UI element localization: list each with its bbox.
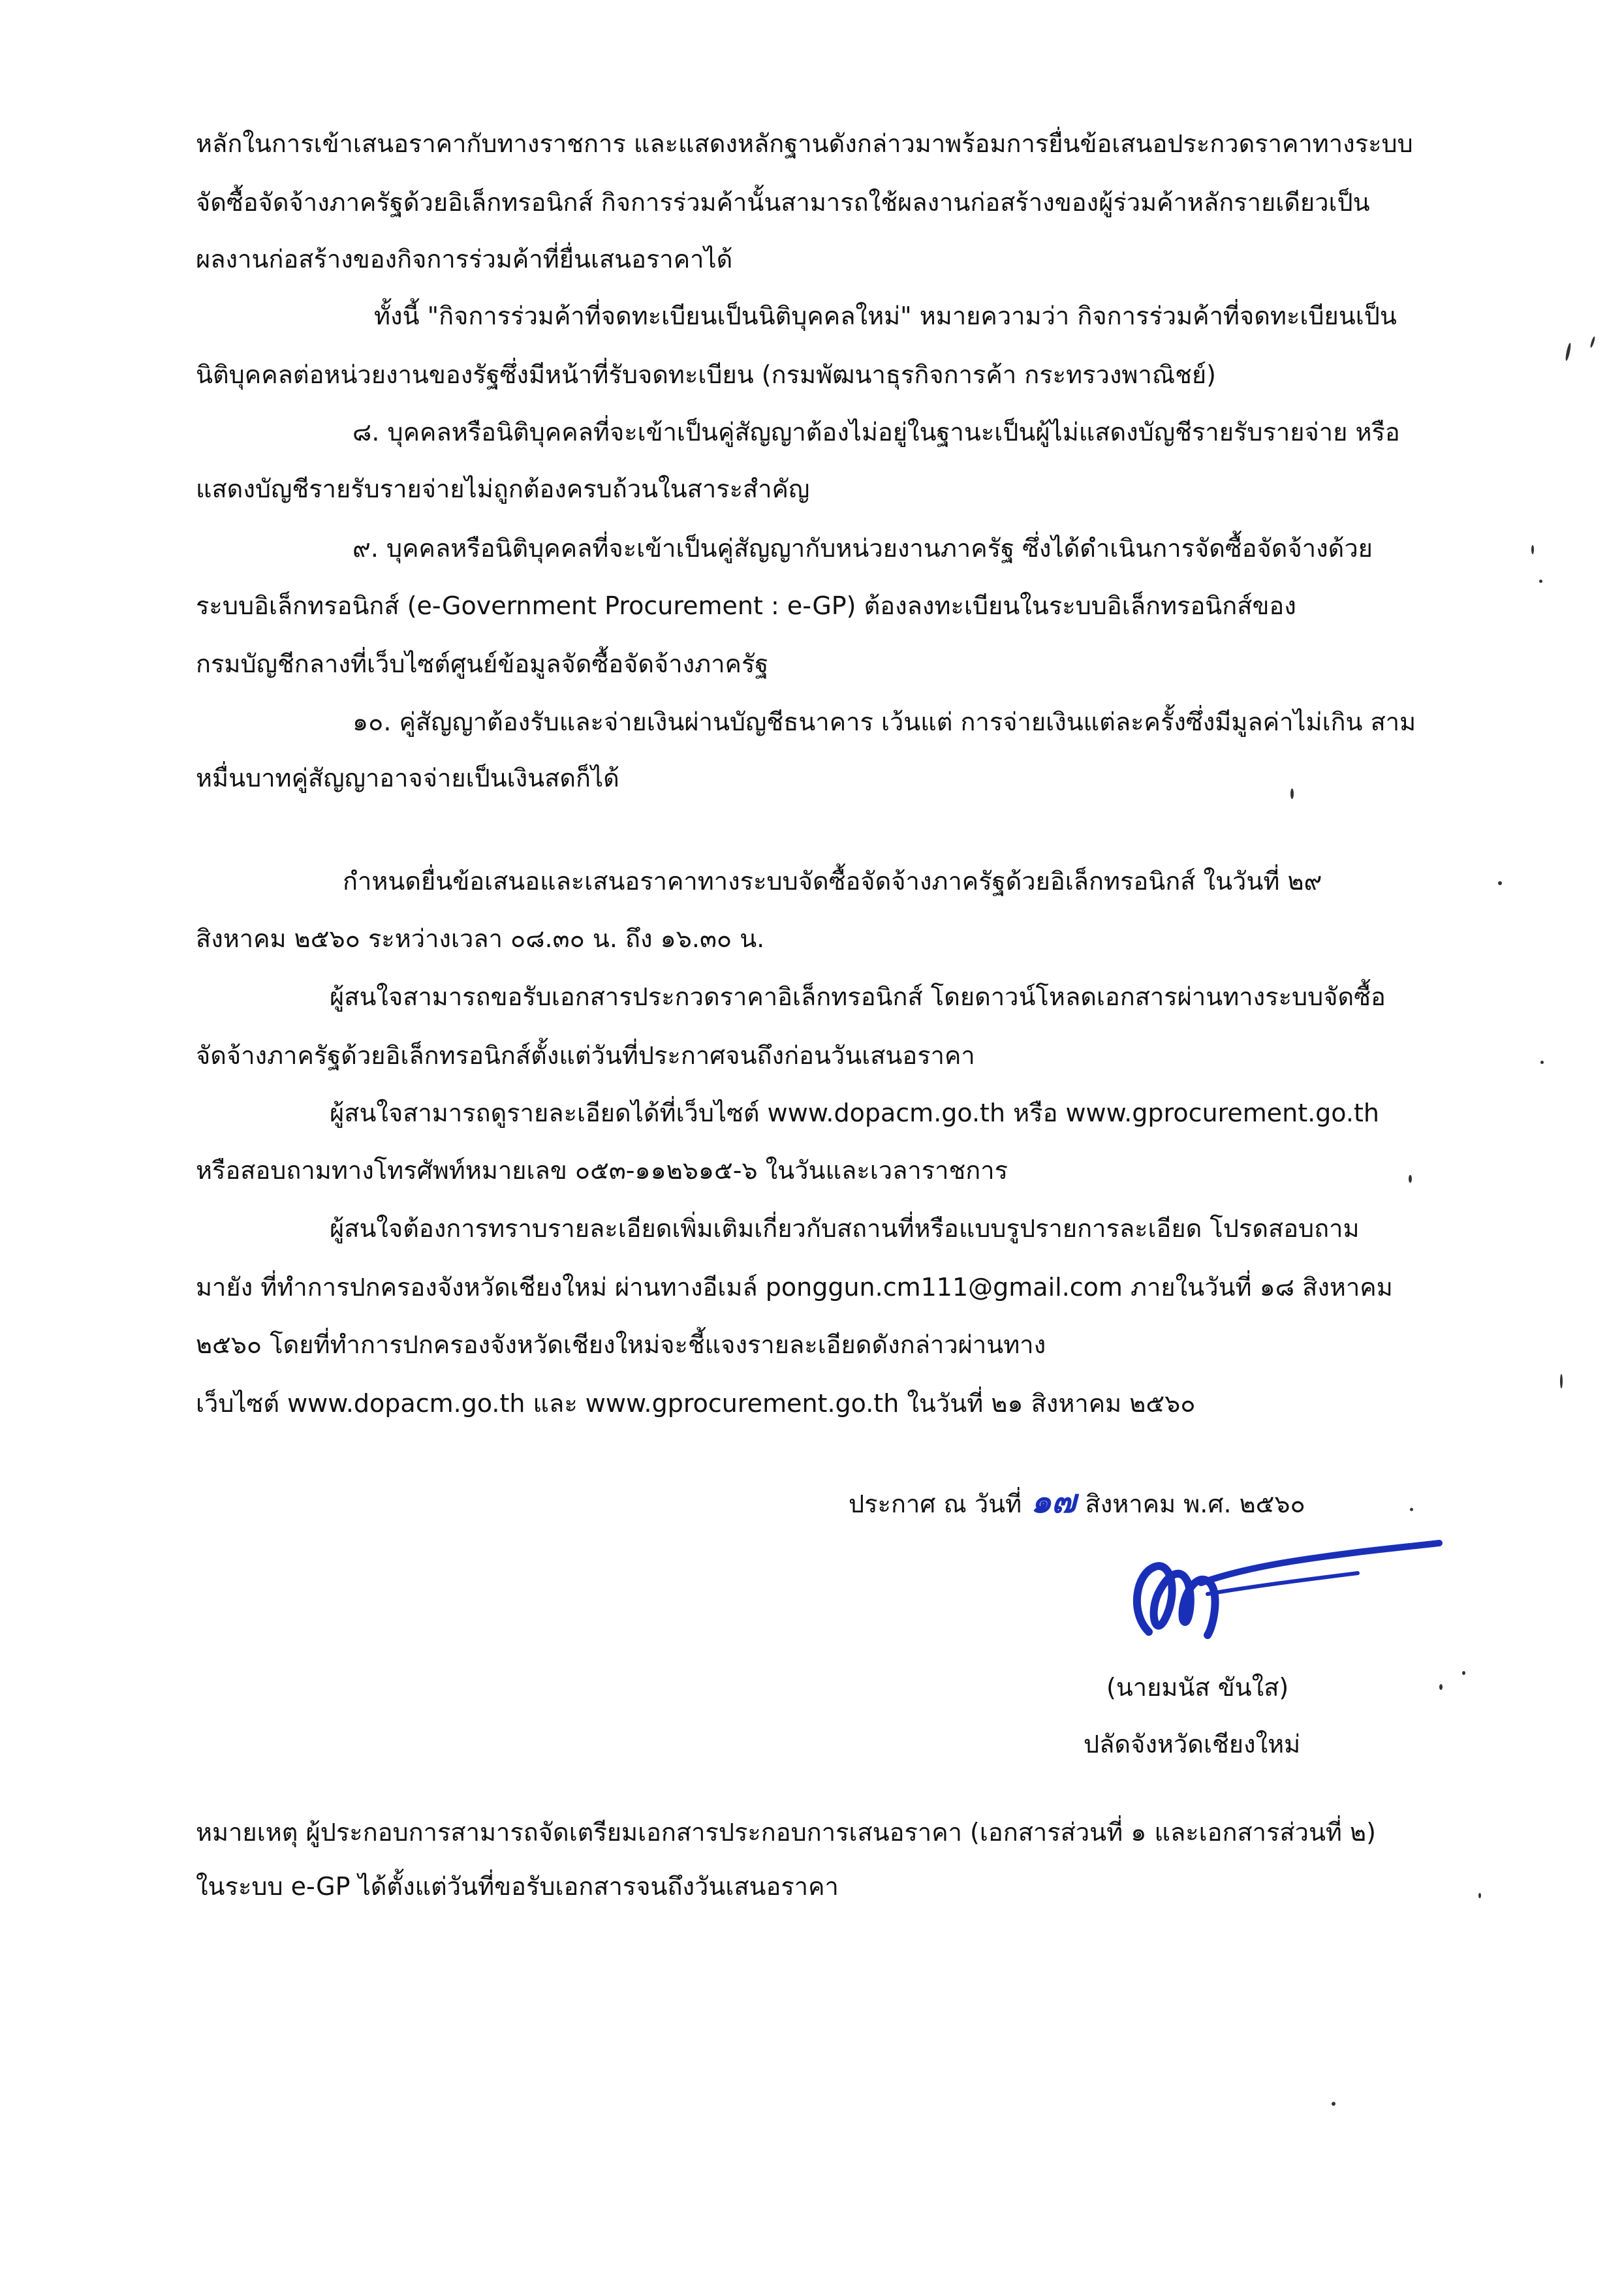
- scan-mark: [1439, 1684, 1443, 1690]
- paragraph-2-line-1: ทั้งนี้ "กิจการร่วมค้าที่จดทะเบียนเป็นนิติบุคคลใหม่" หมายความว่า กิจการร่วมค้าที่จดทะเบียนเป็น: [374, 302, 1397, 330]
- scan-mark: [1589, 336, 1595, 348]
- paragraph-5-line-2: หมื่นบาทคู่สัญญาอาจจ่ายเป็นเงินสดก็ได้: [196, 764, 619, 792]
- paragraph-9-line-2: มายัง ที่ทำการปกครองจังหวัดเชียงใหม่ ผ่านทางอีเมล์ ponggun.cm111@gmail.com ภายในวันที่ ๑๘ สิงหาคม: [196, 1273, 1393, 1302]
- note-line-2: ในระบบ e-GP ได้ตั้งแต่วันที่ขอรับเอกสารจนถึงวันเสนอราคา: [196, 1872, 839, 1901]
- signatory-title: ปลัดจังหวัดเชียงใหม่: [1084, 1730, 1301, 1758]
- paragraph-8-line-1: ผู้สนใจสามารถดูรายละเอียดได้ที่เว็บไซต์ www.dopacm.go.th หรือ www.gprocurement.go.th: [330, 1099, 1379, 1127]
- paragraph-1-line-2: จัดซื้อจัดจ้างภาครัฐด้วยอิเล็กทรอนิกส์ กิจการร่วมค้านั้นสามารถใช้ผลงานก่อสร้างของผู้ร่วมค้าหลักรายเดียวเป็น: [196, 188, 1370, 217]
- announcement-date: [849, 1482, 1305, 1521]
- scan-mark: [1478, 1893, 1481, 1898]
- signature-image: [1110, 1521, 1462, 1665]
- signatory-name: (นายมนัส ขันใส): [1106, 1673, 1289, 1702]
- paragraph-9-line-4: เว็บไซต์ www.dopacm.go.th และ www.gprocurement.go.th ในวันที่ ๒๑ สิงหาคม ๒๕๖๐: [196, 1389, 1196, 1418]
- scan-mark: [1332, 2102, 1335, 2106]
- paragraph-6-line-1: กำหนดยื่นข้อเสนอและเสนอราคาทางระบบจัดซื้อจัดจ้างภาครัฐด้วยอิเล็กทรอนิกส์ ในวันที่ ๒๙: [343, 867, 1322, 896]
- handwritten-day: ๑๗: [1031, 1482, 1076, 1520]
- scan-mark: [1462, 1671, 1465, 1675]
- paragraph-5-line-1: ๑๐. คู่สัญญาต้องรับและจ่ายเงินผ่านบัญชีธนาคาร เว้นแต่ การจ่ายเงินแต่ละครั้งซึ่งมีมูลค่าไม่เกิน สาม: [352, 708, 1416, 736]
- scan-mark: [1560, 1374, 1563, 1388]
- scan-mark: [1565, 343, 1572, 361]
- paragraph-3-line-1: ๘. บุคคลหรือนิติบุคคลที่จะเข้าเป็นคู่สัญญาต้องไม่อยู่ในฐานะเป็นผู้ไม่แสดงบัญชีรายรับรายจ่าย หรือ: [352, 418, 1400, 446]
- paragraph-3-line-2: แสดงบัญชีรายรับรายจ่ายไม่ถูกต้องครบถ้วนในสาระสำคัญ: [196, 475, 810, 503]
- paragraph-6-line-2: สิงหาคม ๒๕๖๐ ระหว่างเวลา ๐๘.๓๐ น. ถึง ๑๖.๓๐ น.: [196, 924, 765, 953]
- scan-mark: [1531, 545, 1534, 554]
- paragraph-4-line-3: กรมบัญชีกลางที่เว็บไซต์ศูนย์ข้อมูลจัดซื้อจัดจ้างภาครัฐ: [196, 649, 769, 678]
- scan-mark: [1290, 789, 1294, 799]
- announcement-prefix: ประกาศ ณ วันที่: [849, 1490, 1022, 1518]
- paragraph-8-line-2: หรือสอบถามทางโทรศัพท์หมายเลข ๐๕๓-๑๑๒๖๑๕-๖ ในวันและเวลาราชการ: [196, 1156, 1008, 1185]
- announcement-suffix: สิงหาคม พ.ศ. ๒๕๖๐: [1085, 1490, 1305, 1518]
- scan-mark: [1498, 881, 1502, 885]
- paragraph-7-line-2: จัดจ้างภาครัฐด้วยอิเล็กทรอนิกส์ตั้งแต่วันที่ประกาศจนถึงก่อนวันเสนอราคา: [196, 1041, 975, 1070]
- paragraph-9-line-1: ผู้สนใจต้องการทราบรายละเอียดเพิ่มเติมเกี่ยวกับสถานที่หรือแบบรูปรายการละเอียด โปรดสอบถาม: [330, 1214, 1360, 1243]
- paragraph-7-line-1: ผู้สนใจสามารถขอรับเอกสารประกวดราคาอิเล็กทรอนิกส์ โดยดาวน์โหลดเอกสารผ่านทางระบบจัดซื้อ: [330, 982, 1386, 1011]
- scan-mark: [1539, 580, 1542, 583]
- paragraph-4-line-2: ระบบอิเล็กทรอนิกส์ (e-Government Procurement : e-GP) ต้องลงทะเบียนในระบบอิเล็กทรอนิกส์ของ: [196, 591, 1296, 620]
- scan-mark: [1540, 1061, 1544, 1064]
- paragraph-1-line-1: หลักในการเข้าเสนอราคากับทางราชการ และแสดงหลักฐานดังกล่าวมาพร้อมการยื่นข้อเสนอประกวดราคาทางระบบ: [196, 129, 1413, 158]
- paragraph-1-line-3: ผลงานก่อสร้างของกิจการร่วมค้าที่ยื่นเสนอราคาได้: [196, 245, 733, 274]
- scan-mark: [1409, 1175, 1412, 1183]
- paragraph-9-line-3: ๒๕๖๐ โดยที่ทำการปกครองจังหวัดเชียงใหม่จะชี้แจงรายละเอียดดังกล่าวผ่านทาง: [196, 1330, 1046, 1359]
- scan-mark: [1410, 1508, 1413, 1511]
- note-line-1: หมายเหตุ ผู้ประกอบการสามารถจัดเตรียมเอกสารประกอบการเสนอราคา (เอกสารส่วนที่ ๑ และเอกสารส่วนที่ ๒): [196, 1818, 1376, 1847]
- paragraph-2-line-2: นิติบุคคลต่อหน่วยงานของรัฐซึ่งมีหน้าที่รับจดทะเบียน (กรมพัฒนาธุรกิจการค้า กระทรวงพาณิชย์): [196, 360, 1216, 389]
- paragraph-4-line-1: ๙. บุคคลหรือนิติบุคคลที่จะเข้าเป็นคู่สัญญากับหน่วยงานภาครัฐ ซึ่งได้ดำเนินการจัดซื้อจัดจ้างด้วย: [352, 534, 1373, 563]
